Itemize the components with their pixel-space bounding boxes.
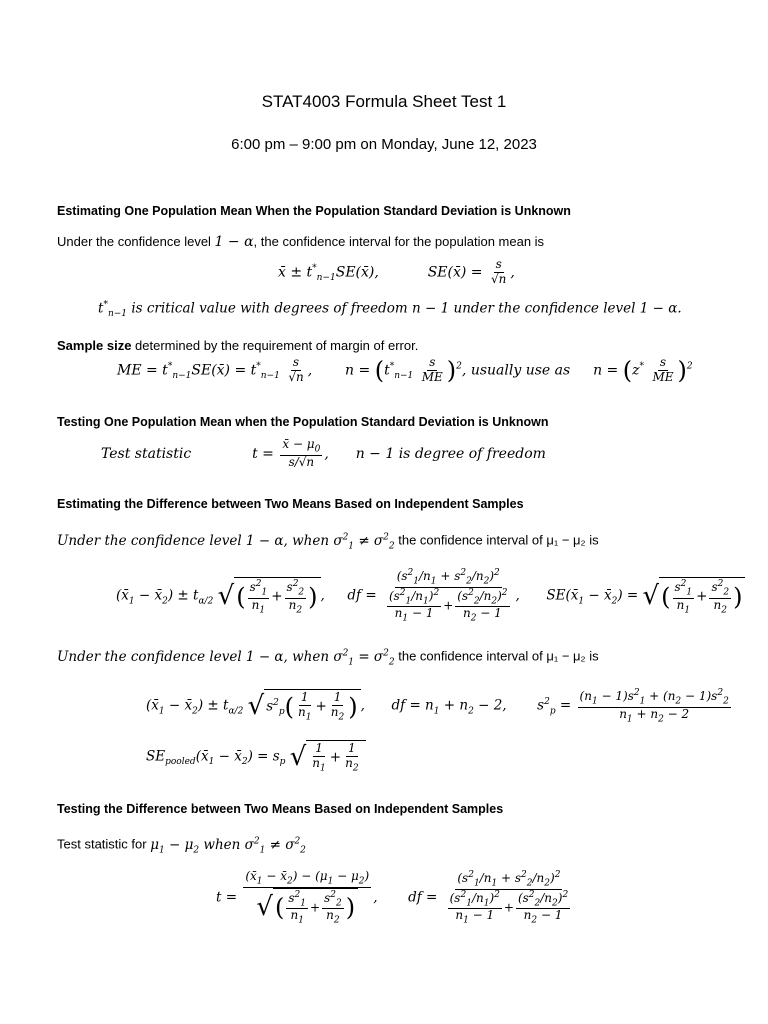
pooled-se-formula: $SE_{pooled}(x̄_1$ − $x̄_2) = s_p$ √ $\frac{1}{n_1}$ + $\frac{1}{n_2}$	[146, 740, 366, 774]
confidence-level-expr: 1 − α	[214, 234, 254, 250]
section-heading-two-means-test: Testing the Difference between Two Means Based on Independent Samples	[57, 802, 504, 816]
t-test-formula-two-means: t = ($x̄_1$ − $x̄_2) - (\mu_1 - \mu_2)$ √ ( $\frac{s^2_1}{n_1}$ + $\frac{s^2_2}{n_2}$ ) , df = $(s^2_1/n_1 + s^2_2/n_2)^2$ $\frac{(s^2_1/n_1)^2}{n_1 - 1}$ + $\frac{(s^2_2/n_2)^2}{n_2 - 1}$	[216, 869, 569, 926]
exam-datetime: 6:00 pm – 9:00 pm on Monday, June 12, 2023	[231, 136, 537, 153]
equal-variance-condition: Under the confidence level 1 − α, when $\sigma^2_1 = \sigma^2_2$ the confidence interval of μ₁ − μ₂ is	[57, 648, 599, 668]
ci-formula-one-mean: x̄ ± $t^*_{n-1}SE(x̄)$, SE(x̄) = $\frac{s}{√n}$ ,	[278, 257, 515, 286]
section-heading-one-mean-test: Testing One Population Mean when the Population Standard Deviation is Unknown	[57, 415, 549, 429]
t-test-formula-one-mean: Test statistic t = $\frac{x̄ - \mu_0}{s/√n}$ , n − 1 is degree of freedom	[101, 437, 546, 469]
unequal-variance-condition: Under the confidence level 1 − α, when $\sigma^2_1 \ne \sigma^2_2$ the confidence interval of μ₁ − μ₂ is	[57, 532, 599, 552]
test-stat-condition: Test statistic for $\mu_1 - \mu_2$ when $\sigma^2_1 \ne \sigma^2_2$	[57, 836, 306, 856]
margin-of-error-formula: ME = $t^*_{n-1}SE(x̄) = t^*_{n-1}$ $\frac{s}{√n}$ , $n = (t^*_{n-1}$ $\frac{s}{ME}$ )$^2$, usually use as n = (z* $\frac{s}{ME}$ )$^2$	[117, 355, 693, 385]
section-heading-one-mean-ci: Estimating One Population Mean When the Population Standard Deviation is Unknown	[57, 204, 571, 218]
se-fraction: $\frac{s}{√n}$	[490, 257, 507, 286]
critical-value-note: $t^*_{n-1}$ is critical value with degrees of freedom n − 1 under the confidence level 1 − α.	[98, 300, 682, 320]
page-title: STAT4003 Formula Sheet Test 1	[261, 92, 507, 111]
ci-formula-unequal-variance: ($x̄_1$ − $x̄_2) \pm t_{\alpha/2}$ √ ( $\frac{s^2_1}{n_1}$ + $\frac{s^2_2}{n_2}$ ) , df = $(s^2_1/n_1 + s^2_2/n_2)^2$ $\frac{(s^2_1/n_1)^2}{n_1 - 1}$ + $\frac{(s^2_2/n_2)^2}{n_2 - 1}$ , $SE(x̄_1$ − $x̄_2$) = √ ( $\frac{s^2_1}{n_1}$ + $\frac{s^2_2}{n_2}$ )	[116, 568, 745, 624]
section-heading-two-means-ci: Estimating the Difference between Two Means Based on Independent Samples	[57, 497, 524, 511]
sample-size-text: Sample size determined by the requirement of margin of error.	[57, 338, 419, 353]
ci-formula-pooled: ($x̄_1$ − $x̄_2) \pm t_{\alpha/2}$ √ $s^2_p$( $\frac{1}{n_1}$ + $\frac{1}{n_2}$ ) , df = $n_1 + n_2 - 2$, $s^2_p$ = $\frac{(n_1 - 1)s^2_1 + (n_2 - 1)s^2_2}{n_1 + n_2 - 2}$	[146, 688, 729, 725]
ci-intro-text: Under the confidence level 1 − α, the confidence interval for the population mean is	[57, 234, 545, 250]
